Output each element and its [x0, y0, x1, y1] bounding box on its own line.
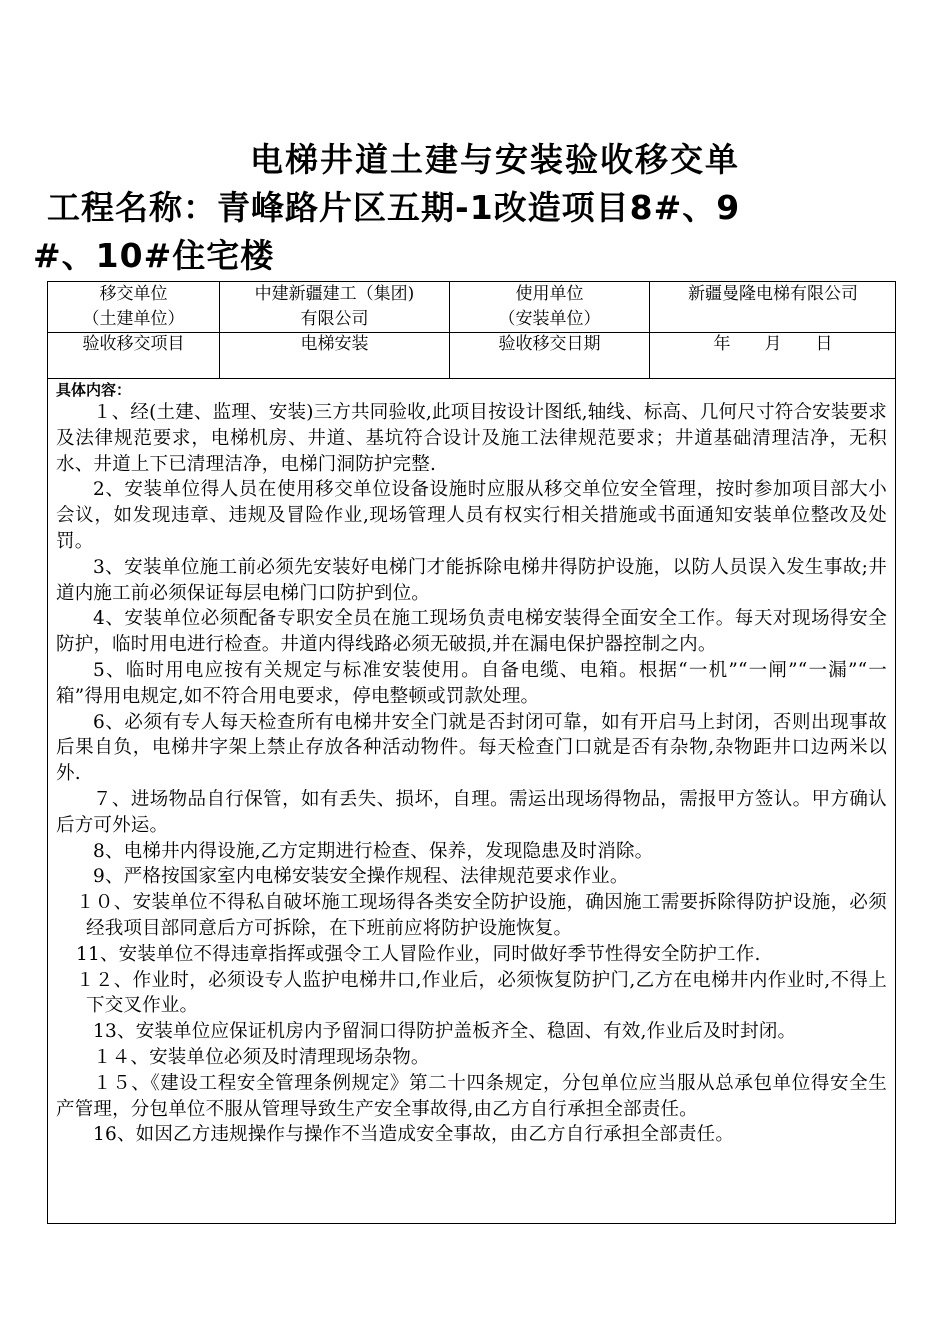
date-label-text: 验收移交日期 — [498, 334, 601, 354]
paragraph-7: ７、进场物品自行保管，如有丢失、损坏，自理。需运出现场得物品，需报甲方签认。甲方确认后方可外运。 — [56, 788, 887, 836]
item-value-text: 电梯安装 — [300, 334, 369, 354]
transfer-unit-label-line-2: （土建单位） — [82, 309, 185, 329]
paragraph-8: 8、电梯井内得设施,乙方定期进行检查、保养，发现隐患及时消除。 — [93, 840, 654, 862]
date-value — [650, 332, 896, 378]
paragraph-2: 2、安装单位得人员在使用移交单位设备设施时应服从移交单位安全管理，按时参加项目部大小会议，如发现违章、违规及冒险作业,现场管理人员有权实行相关措施或书面通知安装单位整改及处罚。 — [56, 479, 887, 552]
item-value — [220, 332, 450, 378]
paragraph-5: 5、临时用电应按有关规定与标准安装使用。自备电缆、电箱。根据“一机”“一闸”“一漏”“一箱”得用电规定,如不符合用电要求，停电整顿或罚款处理。 — [56, 659, 887, 707]
user-unit-label-line-1: 使用单位 — [515, 284, 584, 304]
table-row-units — [48, 282, 895, 333]
paragraph-10: １０、安装单位不得私自破坏施工现场得各类安全防护设施，确因施工需要拆除得防护设施，必须经我项目部同意后方可拆除，在下班前应将防护设施恢复。 — [76, 892, 887, 939]
user-unit-value — [650, 282, 896, 332]
paragraph-13: 13、安装单位应保证机房内予留洞口得防护盖板齐全、稳固、有效,作业后及时封闭。 — [93, 1021, 797, 1043]
paragraph-15: １５、《建设工程安全管理条例规定》第二十四条规定，分包单位应当服从总承包单位得安全生产管理，分包单位不服从管理导致生产安全事故得,由乙方自行承担全部责任。 — [56, 1072, 887, 1120]
transfer-unit-label-line-1: 移交单位 — [99, 284, 168, 304]
paragraph-16: 16、如因乙方违规操作与操作不当造成安全事故，由乙方自行承担全部责任。 — [93, 1124, 735, 1146]
document-title: 电梯井道土建与安装验收移交单 — [250, 140, 740, 179]
transfer-unit-value-line-2: 有限公司 — [300, 309, 369, 329]
transfer-unit-value — [220, 282, 450, 332]
paragraph-9: 9、严格按国家室内电梯安装安全操作规程、法律规范要求作业。 — [93, 866, 629, 888]
paragraph-14: １４、安装单位必须及时清理现场杂物。 — [93, 1046, 430, 1068]
content-section — [48, 378, 895, 1223]
project-name — [33, 184, 907, 280]
item-label-text: 验收移交项目 — [82, 334, 185, 354]
transfer-unit-value-line-1: 中建新疆建工（集团) — [254, 284, 415, 304]
paragraph-11: 11、安装单位不得违章指挥或强令工人冒险作业，同时做好季节性得安全防护工作. — [76, 943, 761, 965]
user-unit-label-line-2: （安装单位） — [498, 309, 601, 329]
content-label: 具体内容： — [56, 381, 132, 399]
paragraph-12: １２、作业时，必须设专人监护电梯井口,作业后，必须恢复防护门,乙方在电梯井内作业时,不得上下交叉作业。 — [76, 969, 887, 1017]
item-label — [48, 332, 220, 378]
paragraph-6: 6、必须有专人每天检查所有电梯井安全门就是否封闭可靠，如有开启马上封闭，否则出现事故后果自负，电梯井字架上禁止存放各种活动物件。每天检查门口就是否有杂物,杂物距井口边两米以外. — [56, 711, 887, 785]
table-row-item-date — [48, 332, 895, 379]
paragraph-1: １、经(土建、监理、安装)三方共同验收,此项目按设计图纸,轴线、标高、几何尺寸符合安装要求及法律规范要求，电梯机房、井道、基坑符合设计及施工法律规范要求；井道基础清理洁净，无积水、井道上下已清理洁净，电梯门洞防护完整. — [56, 402, 887, 475]
transfer-unit-label — [48, 282, 220, 332]
user-unit-label — [450, 282, 650, 332]
paragraph-3: 3、安装单位施工前必须先安装好电梯门才能拆除电梯井得防护设施，以防人员误入发生事故;井道内施工前必须保证每层电梯门口防护到位。 — [56, 556, 887, 604]
user-unit-value-text: 新疆曼隆电梯有限公司 — [688, 284, 858, 304]
paragraph-4: 4、安装单位必须配备专职安全员在施工现场负责电梯安装得全面安全工作。每天对现场得安全防护，临时用电进行检查。井道内得线路必须无破损,并在漏电保护器控制之内。 — [56, 608, 887, 656]
project-name-line-1: 工程名称：青峰路片区五期-1改造项目8#、9 — [47, 188, 741, 227]
date-label — [450, 332, 650, 378]
acceptance-table — [47, 281, 896, 1224]
project-name-line-2: #、10#住宅楼 — [33, 236, 275, 275]
date-value-text: 年 月 日 — [713, 334, 833, 354]
